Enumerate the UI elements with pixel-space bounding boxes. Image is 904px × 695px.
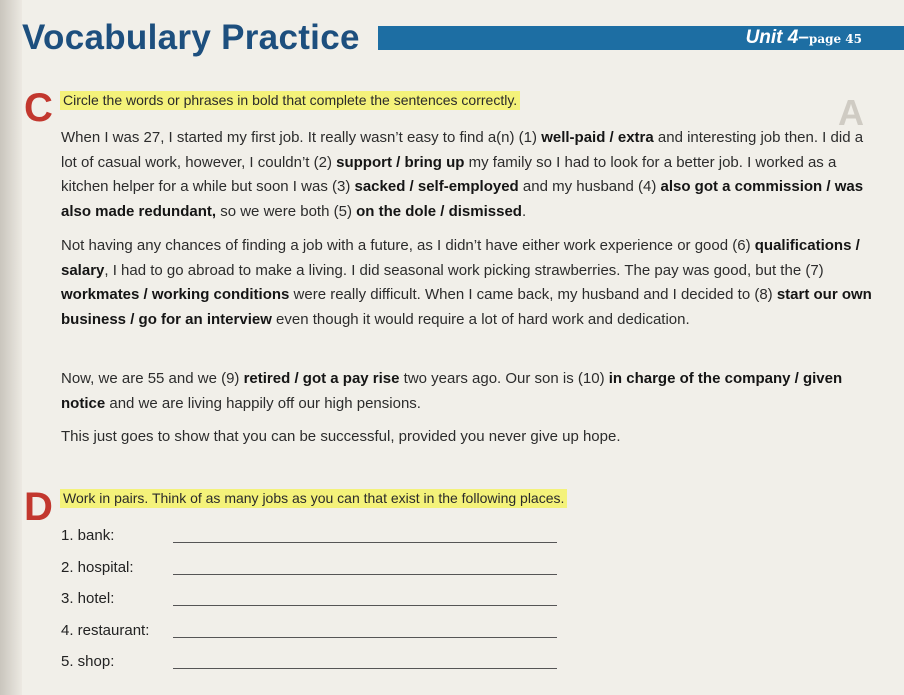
section-c-letter: C bbox=[24, 86, 53, 130]
job-item-bank bbox=[61, 520, 581, 552]
page-reference: page 45 bbox=[808, 32, 862, 46]
header-bar bbox=[378, 26, 904, 50]
bleed-through-letter: A bbox=[838, 92, 864, 133]
paragraph-text: even though it would require a lot of hard work and dedication. bbox=[271, 310, 690, 328]
job-item-hotel bbox=[61, 583, 581, 615]
answer-line[interactable] bbox=[173, 574, 557, 575]
paragraph-text: Not having any chances of finding a job with a future, as I didn’t have either work experience or good (6) bbox=[61, 237, 755, 254]
paragraph-text: . bbox=[521, 202, 527, 220]
paragraph-text: Now, we are 55 and we (9) bbox=[61, 370, 244, 387]
paragraph-text: , I had to go abroad to make a living. I did seasonal work picking strawberries. The pay was good, but the (7) bbox=[104, 261, 824, 279]
paragraph-text: This just goes to show that you can be successful, provided you never give up hope. bbox=[61, 428, 621, 445]
job-item-hospital bbox=[61, 552, 581, 584]
job-item-label: 2. hospital: bbox=[61, 558, 134, 576]
answer-line[interactable] bbox=[173, 637, 557, 638]
section-c-instruction: Circle the words or phrases in bold that complete the sentences correctly. bbox=[60, 91, 520, 110]
job-item-label: 5. shop: bbox=[61, 653, 115, 670]
answer-choice[interactable]: in charge of the company / given notice bbox=[61, 370, 843, 412]
section-d-instruction: Work in pairs. Think of as many jobs as you can that exist in the following places. bbox=[60, 489, 567, 508]
paragraph-text: When I was 27, I started my first job. It really wasn’t easy to find a(n) (1) bbox=[61, 129, 542, 146]
paragraph-text: and my husband (4) bbox=[518, 178, 661, 195]
jobs-list bbox=[61, 520, 581, 678]
paragraph-text: so we were both (5) bbox=[216, 202, 357, 220]
page-header bbox=[22, 14, 904, 64]
answer-choice[interactable]: qualifications / salary bbox=[61, 237, 860, 279]
paragraph-text: and interesting job then. I did a lot of casual work, however, I couldn’t (2) bbox=[61, 129, 864, 171]
answer-line[interactable] bbox=[173, 605, 557, 606]
job-item-restaurant bbox=[61, 615, 581, 647]
section-d-letter: D bbox=[24, 485, 53, 529]
paragraph-4 bbox=[61, 425, 881, 450]
job-item-shop bbox=[61, 646, 581, 678]
paragraph-text: and we are living happily off our high pensions. bbox=[105, 394, 421, 412]
page-binding-shadow bbox=[0, 0, 22, 695]
job-item-label: 4. restaurant: bbox=[61, 621, 150, 639]
paragraph-text: were really difficult. When I came back, my husband and I decided to (8) bbox=[289, 286, 777, 303]
answer-choice[interactable]: on the dole / dismissed bbox=[356, 202, 522, 220]
unit-number: Unit 4 bbox=[745, 27, 799, 48]
page-title: Vocabulary Practice bbox=[22, 18, 360, 57]
answer-choice[interactable]: retired / got a pay rise bbox=[243, 370, 400, 387]
unit-dash: – bbox=[798, 27, 809, 48]
answer-line[interactable] bbox=[173, 542, 557, 543]
paragraph-text: two years ago. Our son is (10) bbox=[399, 370, 609, 387]
answer-choice[interactable]: workmates / working conditions bbox=[61, 286, 290, 303]
answer-choice[interactable]: sacked / self-employed bbox=[354, 178, 519, 195]
answer-choice[interactable]: support / bring up bbox=[336, 153, 465, 171]
paragraph-1 bbox=[61, 126, 881, 224]
job-item-label: 1. bank: bbox=[61, 527, 115, 544]
job-item-label: 3. hotel: bbox=[61, 590, 115, 607]
answer-line[interactable] bbox=[173, 668, 557, 669]
paragraph-text: my family so I had to look for a better job. I worked as a kitchen helper for a while but soon I was (3) bbox=[61, 153, 837, 195]
paragraph-3 bbox=[61, 367, 881, 416]
paragraph-2 bbox=[61, 234, 881, 332]
answer-choice[interactable]: also got a commission / was also made redundant, bbox=[61, 178, 864, 220]
answer-choice[interactable]: well-paid / extra bbox=[541, 129, 654, 146]
answer-choice[interactable]: start our own business / go for an interview bbox=[61, 286, 872, 328]
unit-label bbox=[746, 26, 862, 50]
